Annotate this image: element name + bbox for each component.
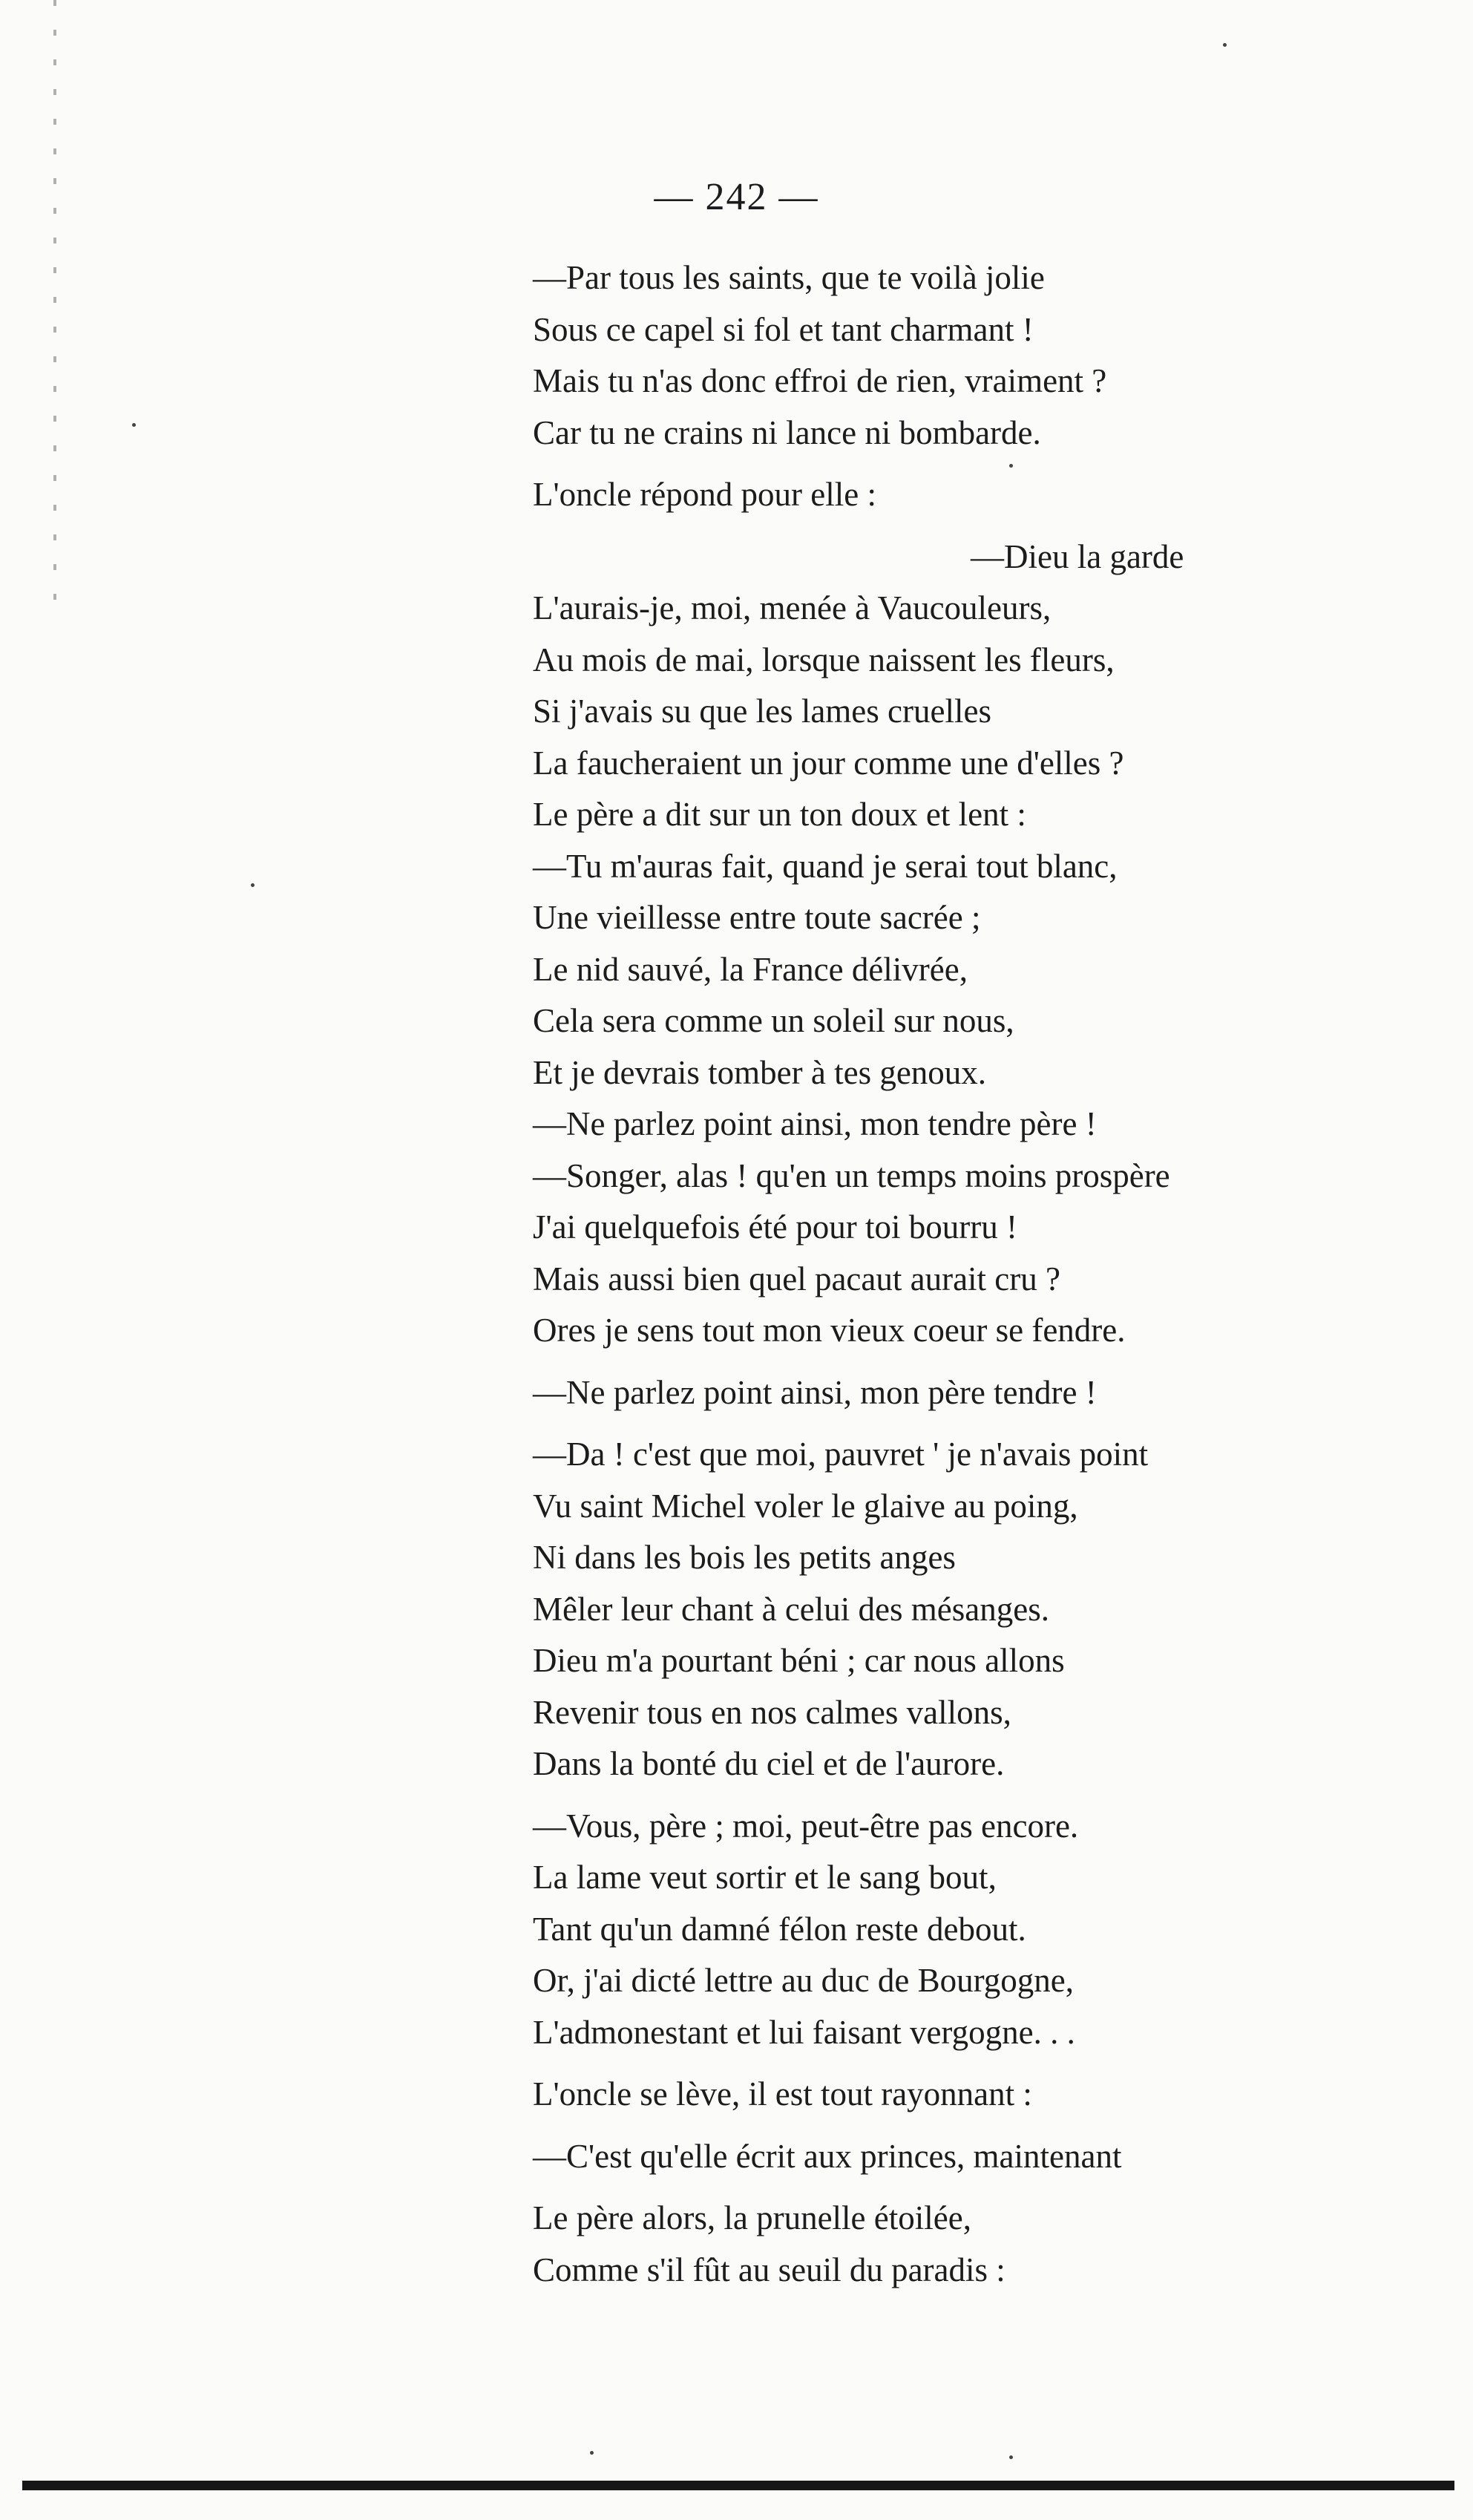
page-bottom-rule [22,2481,1454,2490]
poem-line: Le nid sauvé, la France délivrée, [533,950,968,988]
poem-line: L'oncle répond pour elle : [533,476,876,513]
poem-line: Au mois de mai, lorsque naissent les fleurs, [533,641,1115,678]
poem-line: —Songer, alas ! qu'en un temps moins prospère [533,1156,1170,1194]
poem-line: Dans la bonté du ciel et de l'aurore. [533,1745,1005,1782]
page-number: — 242 — [654,176,819,218]
poem-line: —C'est qu'elle écrit aux princes, maintenant [533,2137,1122,2175]
poem-line: Mais tu n'as donc effroi de rien, vraiment ? [533,362,1107,399]
poem-line: —Dieu la garde [971,537,1184,575]
poem-line: Ni dans les bois les petits anges [533,1539,956,1576]
poem-line: Or, j'ai dicté lettre au duc de Bourgogne, [533,1962,1074,1999]
page-edge-marks [53,0,56,609]
poem-line: Si j'avais su que les lames cruelles [533,693,991,730]
poem-line: L'aurais-je, moi, menée à Vaucouleurs, [533,589,1052,626]
poem-line: La lame veut sortir et le sang bout, [533,1859,997,1896]
poem-line: Car tu ne crains ni lance ni bombarde. [533,413,1041,451]
poem-line: Et je devrais tomber à tes genoux. [533,1053,987,1091]
poem-line: Comme s'il fût au seuil du paradis : [533,2251,1005,2288]
poem-line: La faucheraient un jour comme une d'elles ? [533,744,1124,782]
poem-line: Cela sera comme un soleil sur nous, [533,1002,1014,1039]
poem-line: L'oncle se lève, il est tout rayonnant : [533,2075,1032,2112]
poem-line: —Tu m'auras fait, quand je serai tout blanc, [533,847,1118,885]
poem-line: Ores je sens tout mon vieux coeur se fendre. [533,1312,1126,1349]
poem-line: —Da ! c'est que moi, pauvret ' je n'avais point [533,1436,1149,1473]
poem-line: Revenir tous en nos calmes vallons, [533,1693,1011,1731]
poem-line: —Par tous les saints, que te voilà jolie [533,259,1045,296]
poem-line: Le père alors, la prunelle étoilée, [533,2199,971,2236]
poem-line: —Ne parlez point ainsi, mon père tendre ! [533,1373,1097,1411]
poem-line: —Ne parlez point ainsi, mon tendre père ! [533,1105,1097,1142]
poem-line: J'ai quelquefois été pour toi bourru ! [533,1208,1017,1246]
poem-line: Le père a dit sur un ton doux et lent : [533,796,1026,833]
poem-line: Mais aussi bien quel pacaut aurait cru ? [533,1260,1060,1297]
poem-line: —Vous, père ; moi, peut-être pas encore. [533,1807,1079,1845]
poem-line: Une vieillesse entre toute sacrée ; [533,899,981,936]
poem-line: L'admonestant et lui faisant vergogne. . . [533,2013,1075,2051]
poem-line: Sous ce capel si fol et tant charmant ! [533,310,1034,348]
poem-line: Tant qu'un damné félon reste debout. [533,1910,1026,1948]
poem-line: Vu saint Michel voler le glaive au poing, [533,1487,1078,1525]
poem-line: Mêler leur chant à celui des mésanges. [533,1590,1049,1628]
poem-text [533,252,1408,2296]
poem-line: Dieu m'a pourtant béni ; car nous allons [533,1642,1065,1679]
